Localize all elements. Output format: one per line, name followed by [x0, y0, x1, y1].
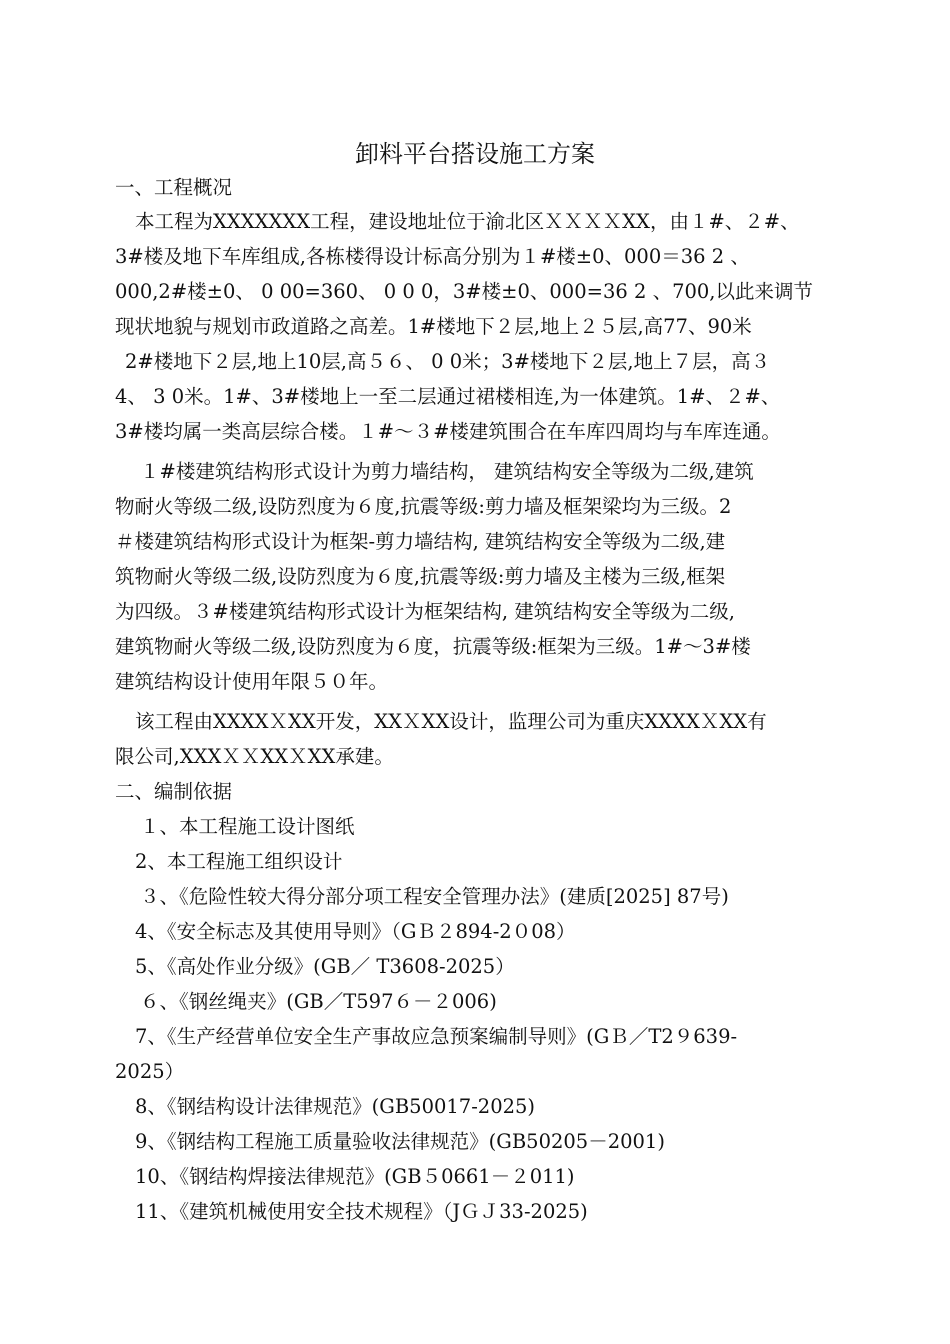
paragraph-line: ＃楼建筑结构形式设计为框架-剪力墙结构, 建筑结构安全等级为二级,建	[115, 530, 726, 553]
paragraph-line: 3#楼及地下车库组成,各栋楼得设计标高分别为１#楼±0、000＝36 2 、	[115, 245, 750, 268]
paragraph-line: 筑物耐火等级二级,设防烈度为６度,抗震等级:剪力墙及主楼为三级,框架	[115, 565, 726, 588]
list-item: 11、《建筑机械使用安全技术规程》（JＧＪ33-2025)	[135, 1200, 588, 1223]
paragraph-line: 为四级。３#楼建筑结构形式设计为框架结构, 建筑结构安全等级为二级,	[115, 600, 735, 623]
paragraph-line: 3#楼均属一类高层综合楼。１#～３#楼建筑围合在车库四周均与车库连通。	[115, 420, 781, 443]
section-heading-overview: 一、工程概况	[115, 176, 233, 199]
paragraph-line: １#楼建筑结构形式设计为剪力墙结构， 建筑结构安全等级为二级,建筑	[140, 460, 754, 483]
section-heading-basis: 二、编制依据	[115, 780, 233, 803]
list-item-continuation: 2025）	[115, 1060, 185, 1083]
document-title: 卸料平台搭设施工方案	[355, 140, 595, 168]
list-item: 7、《生产经营单位安全生产事故应急预案编制导则》(GＢ／T2９639-	[135, 1025, 738, 1048]
paragraph-line: 物耐火等级二级,设防烈度为６度,抗震等级:剪力墙及框架梁均为三级。2	[115, 495, 732, 518]
paragraph-line: 限公司,XXXＸＸXXＸXX承建。	[115, 745, 394, 768]
list-item: 9、《钢结构工程施工质量验收法律规范》(GB50205－2001)	[135, 1130, 665, 1153]
paragraph-line: 现状地貌与规划市政道路之高差。1#楼地下２层,地上２５层,高77、90米	[115, 315, 752, 338]
paragraph-line: 本工程为XXXXXXX工程，建设地址位于渝北区ＸＸＸＸXX，由１#、２#、	[135, 210, 800, 233]
paragraph-line: 000,2#楼±0、 0 00=360、 0 0 0，3#楼±0、000=36 2 、700,以此来调节	[115, 280, 813, 303]
paragraph-line: 2#楼地下２层,地上10层,高５６、 0 0米；3#楼地下２层,地上７层，高３	[125, 350, 771, 373]
list-item: 8、《钢结构设计法律规范》(GB50017-2025)	[135, 1095, 536, 1118]
list-item: １、本工程施工设计图纸	[140, 815, 355, 838]
paragraph-line: 4、 3 0米。1#、3#楼地上一至二层通过裙楼相连,为一体建筑。1#、２#、	[115, 385, 781, 408]
paragraph-line: 建筑结构设计使用年限５０年。	[115, 670, 389, 693]
list-item: 4、《安全标志及其使用导则》（GＢ２894-2０08）	[135, 920, 576, 943]
list-item: 5、《高处作业分级》(GB／ T3608-2025）	[135, 955, 515, 978]
list-item: 10、《钢结构焊接法律规范》(GB５0661－２011)	[135, 1165, 575, 1188]
list-item: ３、《危险性较大得分部分项工程安全管理办法》(建质[2025] 87号)	[140, 885, 729, 908]
list-item: 2、本工程施工组织设计	[135, 850, 343, 873]
paragraph-line: 该工程由XXXXＸXX开发，XXＸXX设计，监理公司为重庆XXXXＸXX有	[135, 710, 767, 733]
list-item: ６、《钢丝绳夹》(GB／T597６－２006)	[140, 990, 497, 1013]
paragraph-line: 建筑物耐火等级二级,设防烈度为６度，抗震等级:框架为三级。1#～3#楼	[115, 635, 751, 658]
